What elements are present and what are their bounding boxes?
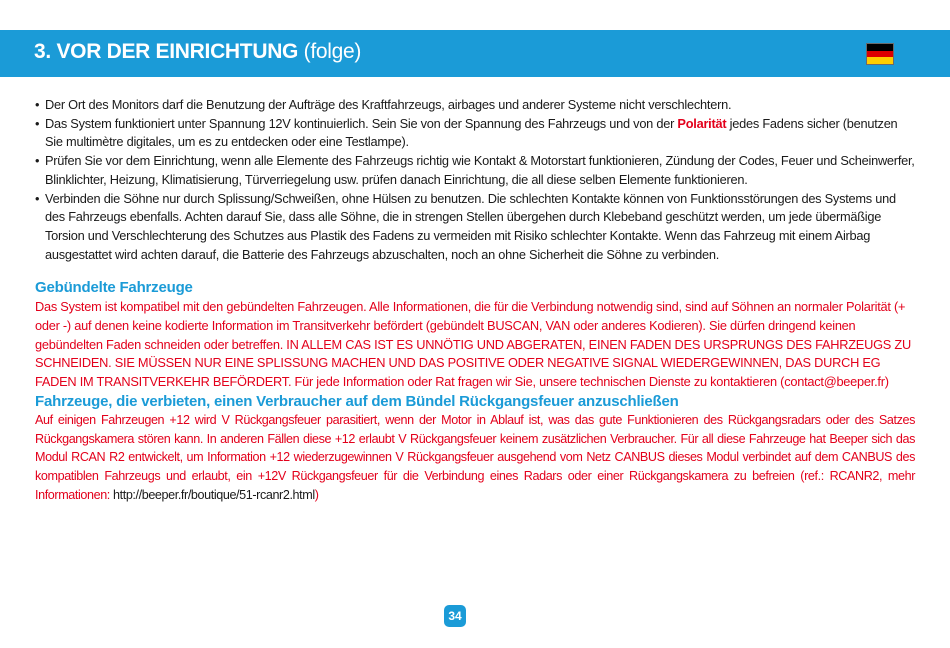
bullet-text: jedes Fadens sicher (benutzen Sie multimètre digitales, um es zu entdecken oder eine Testlampe). xyxy=(45,115,898,150)
main-content xyxy=(35,96,915,504)
rcanr2-link[interactable]: http://beeper.fr/boutique/51-rcanr2.html xyxy=(113,487,315,502)
section-heading-bundled: Gebündelte Fahrzeuge xyxy=(35,279,193,297)
bullet-text: Prüfen Sie vor dem Einrichtung, wenn alle Elemente des Fahrzeugs richtig wie Kontakt & Motorstart funktionieren, Zündung der Codes, Feuer und Scheinwerfer, Blinklichter, Heizung, Klimatisierung, Türverriegelung usw. prüfen danach Einrichtung, die all diese selben Elemente funktionieren. xyxy=(45,153,915,187)
bullet-item xyxy=(35,115,915,152)
bullet-item xyxy=(35,152,915,189)
section-body-bundled: Das System ist kompatibel mit den gebündelten Fahrzeugen. Alle Informationen, die für die Verbindung notwendig sind, sind auf Söhnen an normaler Polarität (+ oder -) auf denen keine kodierte Information im Transitverkehr befördert (gebündelt BUSCAN, VAN oder anderes Kodieren). Sie dürfen dringend keinen gebündelten Faden schneiden oder betreffen. IN ALLEM CAS IST ES UNNÖTIG UND ABGERATEN, EINEN FADEN DES URSPRUNGS DES FAHRZEUGS ZU SCHNEIDEN. SIE MÜSSEN NUR EINE SPLISSUNG MACHEN UND DAS POSITIVE ODER NEGATIVE SIGNAL WIEDERGEWINNEN, DAS DURCH EG FADEN IM TRANSITVERKEHR BEFÖRDERT. Für jede Information oder Rat fragen wir Sie, unsere technischen Dienste zu kontaktieren (contact@beeper.fr) xyxy=(35,299,911,390)
section-body-text: Auf einigen Fahrzeugen +12 wird V Rückgangsfeuer parasitiert, wenn der Motor in Ablauf ist, was das gute Funktionieren des Rückgangsradars oder des Satzes Rückgangskamera stören kann. In anderen Fällen diese +12 erlaubt V Rückgangsfeuer keinem zusätzlichen Verbraucher. Für all diese Fahrzeuge hat Beeper sich das Modul RCAN R2 entwickelt, um Information +12 wiederzugewinnen V Rückgangsfeuer ausgehend vom Netz CANBUS dieses Modul verbindet auf dem CANBUS des kompatiblen Fahrzeugs und erlaubt, ein +12V Rückgangsfeuer für die Verbindung eines Radars oder einer Rückgangskamera zu befreien (ref.: RCANR2, mehr Informationen: xyxy=(35,412,915,502)
title-subtitle: (folge) xyxy=(303,40,362,63)
page-number-badge: 34 xyxy=(444,605,466,627)
flag-stripe-gold xyxy=(867,57,893,64)
flag-stripe-black xyxy=(867,44,893,51)
section-heading-reverse-light: Fahrzeuge, die verbieten, einen Verbraucher auf dem Bündel Rückgangsfeuer anzuschließen xyxy=(35,392,679,410)
polarity-highlight: Polarität xyxy=(677,115,727,131)
page-title xyxy=(34,40,361,64)
bullet-text: Der Ort des Monitors darf die Benutzung der Aufträge des Kraftfahrzeugs, airbages und anderer Systeme nicht verschlechtern. xyxy=(45,97,732,112)
section-body-reverse-light xyxy=(35,411,915,505)
bullet-item xyxy=(35,96,915,115)
german-flag-icon xyxy=(866,43,894,65)
bullet-list xyxy=(35,96,915,264)
section-body-closing: ) xyxy=(314,487,319,502)
title-main: 3. VOR DER EINRICHTUNG xyxy=(34,40,299,63)
flag-stripe-red xyxy=(867,51,893,58)
bullet-text: Verbinden die Söhne nur durch Splissung/Schweißen, ohne Hülsen zu benutzen. Die schlechten Kontakte können von Funktionsstörungen des Systems und des Fahrzeugs ebenfalls. Achten darauf Sie, dass alle Söhne, die in strengen Stellen übergehen durch Klebeband geschützt werden, um jede übermäßige Torsion und Verschlechterung des Schutzes aus Plastik des Fadens zu vermeiden mit Risiko schlechter Kontakte. Wenn das Fahrzeug mit einem Airbag ausgestattet wird achten darauf, die Batterie des Fahrzeugs abzuschalten, noch an ohne Sicherheit die Söhne zu verbinden. xyxy=(45,190,896,262)
page-header xyxy=(0,30,950,77)
bullet-text: Das System funktioniert unter Spannung 12V kontinuierlich. Sein Sie von der Spannung des Fahrzeugs und von der xyxy=(45,115,678,131)
bullet-item xyxy=(35,190,915,265)
